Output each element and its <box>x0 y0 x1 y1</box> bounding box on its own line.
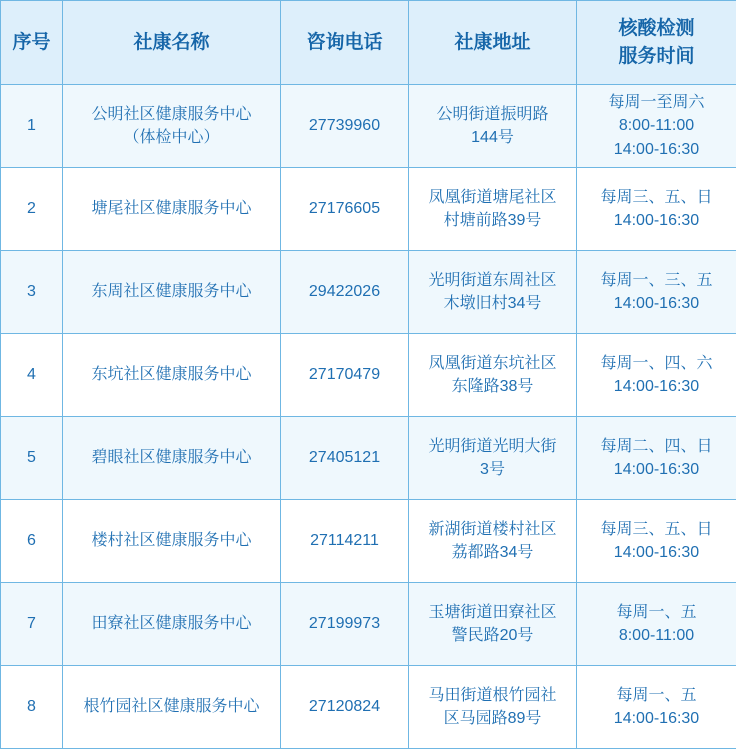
cell-address <box>409 500 577 583</box>
cell-address-line-2: 3号 <box>480 461 505 478</box>
column-header-phone-line-1: 咨询电话 <box>306 31 383 53</box>
cell-address-line-1: 新湖街道楼村社区 <box>428 520 557 538</box>
cell-address-line-1: 玉塘街道田寮社区 <box>428 603 557 621</box>
cell-name-line-1: 东周社区健康服务中心 <box>91 283 252 301</box>
cell-service-time <box>577 168 736 251</box>
table-header <box>1 1 736 85</box>
cell-name-line-1: 碧眼社区健康服务中心 <box>91 449 252 467</box>
cell-service-time-line-2: 14:00-16:30 <box>613 378 700 395</box>
cell-phone: 27170479 <box>281 334 409 417</box>
cell-service-time <box>577 417 736 500</box>
cell-address <box>409 85 577 168</box>
column-header-service-time-line-1: 核酸检测 <box>618 17 695 39</box>
cell-name-line-2: （体检中心） <box>123 129 220 146</box>
column-header-name-line-1: 社康名称 <box>133 31 210 53</box>
cell-service-time <box>577 85 736 168</box>
column-header-address-line-1: 社康地址 <box>454 31 531 53</box>
table-row <box>1 334 736 417</box>
table-row <box>1 666 736 749</box>
cell-name-line-1: 根竹园社区健康服务中心 <box>83 698 260 716</box>
column-header-phone <box>281 1 409 85</box>
table-body <box>1 85 736 749</box>
cell-service-time-line-2: 14:00-16:30 <box>613 461 700 478</box>
cell-index: 3 <box>1 251 63 334</box>
cell-service-time-line-1: 每周一、五 <box>616 686 697 704</box>
cell-name-line-1: 田寮社区健康服务中心 <box>91 615 252 633</box>
cell-name-line-1: 东坑社区健康服务中心 <box>91 366 252 384</box>
cell-service-time-line-1: 每周一、三、五 <box>600 271 713 289</box>
cell-service-time <box>577 666 736 749</box>
cell-name-line-1: 楼村社区健康服务中心 <box>91 532 252 550</box>
cell-index: 5 <box>1 417 63 500</box>
cell-address <box>409 251 577 334</box>
cell-service-time-line-1: 每周一至周六 <box>608 94 705 112</box>
table-header-row <box>1 1 736 85</box>
cell-phone: 27739960 <box>281 85 409 168</box>
table-row <box>1 85 736 168</box>
cell-phone: 29422026 <box>281 251 409 334</box>
cell-address-line-2: 东隆路38号 <box>451 378 534 395</box>
cell-name <box>63 168 281 251</box>
cell-index: 6 <box>1 500 63 583</box>
cell-name <box>63 334 281 417</box>
cell-name <box>63 666 281 749</box>
cell-index: 7 <box>1 583 63 666</box>
cell-service-time-line-2: 8:00-11:00 <box>618 627 695 644</box>
column-header-name <box>63 1 281 85</box>
cell-name <box>63 500 281 583</box>
column-header-service-time-line-2: 服务时间 <box>618 45 695 67</box>
cell-address-line-1: 凤凰街道东坑社区 <box>428 354 557 372</box>
cell-service-time-line-2: 14:00-16:30 <box>613 544 700 561</box>
cell-address-line-1: 光明街道光明大街 <box>428 437 557 455</box>
cell-address-line-1: 马田街道根竹园社 <box>428 686 557 704</box>
column-header-service-time <box>577 1 736 85</box>
column-header-index-line-1: 序号 <box>12 31 51 53</box>
cell-service-time-line-1: 每周一、五 <box>616 603 697 621</box>
cell-address <box>409 168 577 251</box>
cell-name-line-1: 公明社区健康服务中心 <box>91 105 252 123</box>
cell-address-line-1: 凤凰街道塘尾社区 <box>428 188 557 206</box>
column-header-address <box>409 1 577 85</box>
cell-service-time-line-3: 14:00-16:30 <box>613 140 700 158</box>
cell-name <box>63 85 281 168</box>
table-row <box>1 417 736 500</box>
cell-service-time-line-2: 14:00-16:30 <box>613 212 700 229</box>
cell-service-time-line-2: 14:00-16:30 <box>613 710 700 727</box>
table-row <box>1 500 736 583</box>
cell-service-time <box>577 583 736 666</box>
table-row <box>1 251 736 334</box>
cell-address-line-1: 光明街道东周社区 <box>428 271 557 289</box>
cell-address-line-2: 荔都路34号 <box>451 544 534 561</box>
table-row <box>1 168 736 251</box>
cell-service-time-line-1: 每周三、五、日 <box>600 520 713 538</box>
cell-name-line-1: 塘尾社区健康服务中心 <box>91 200 252 218</box>
cell-address <box>409 583 577 666</box>
cell-address-line-2: 144号 <box>471 129 514 146</box>
column-header-index <box>1 1 63 85</box>
table-row <box>1 583 736 666</box>
cell-index: 1 <box>1 85 63 168</box>
cell-index: 4 <box>1 334 63 417</box>
cell-service-time <box>577 334 736 417</box>
cell-service-time-line-1: 每周二、四、日 <box>600 437 713 455</box>
cell-name <box>63 583 281 666</box>
cell-phone: 27199973 <box>281 583 409 666</box>
cell-service-time-line-2: 14:00-16:30 <box>613 295 700 312</box>
cell-address-line-1: 公明街道振明路 <box>436 105 549 123</box>
cell-service-time-line-1: 每周三、五、日 <box>600 188 713 206</box>
cell-address-line-2: 村塘前路39号 <box>443 212 542 229</box>
cell-address-line-2: 木墩旧村34号 <box>443 295 542 312</box>
cell-address <box>409 334 577 417</box>
cell-index: 8 <box>1 666 63 749</box>
cell-phone: 27405121 <box>281 417 409 500</box>
cell-name <box>63 417 281 500</box>
cell-service-time-line-2: 8:00-11:00 <box>618 117 695 135</box>
cell-service-time-line-1: 每周一、四、六 <box>600 354 713 372</box>
cell-index: 2 <box>1 168 63 251</box>
cell-service-time <box>577 251 736 334</box>
cell-address <box>409 417 577 500</box>
cell-service-time <box>577 500 736 583</box>
cell-address-line-2: 区马园路89号 <box>443 710 542 727</box>
cell-address <box>409 666 577 749</box>
cell-phone: 27120824 <box>281 666 409 749</box>
cell-name <box>63 251 281 334</box>
cell-phone: 27114211 <box>281 500 409 583</box>
cell-address-line-2: 警民路20号 <box>451 627 534 644</box>
cell-phone: 27176605 <box>281 168 409 251</box>
